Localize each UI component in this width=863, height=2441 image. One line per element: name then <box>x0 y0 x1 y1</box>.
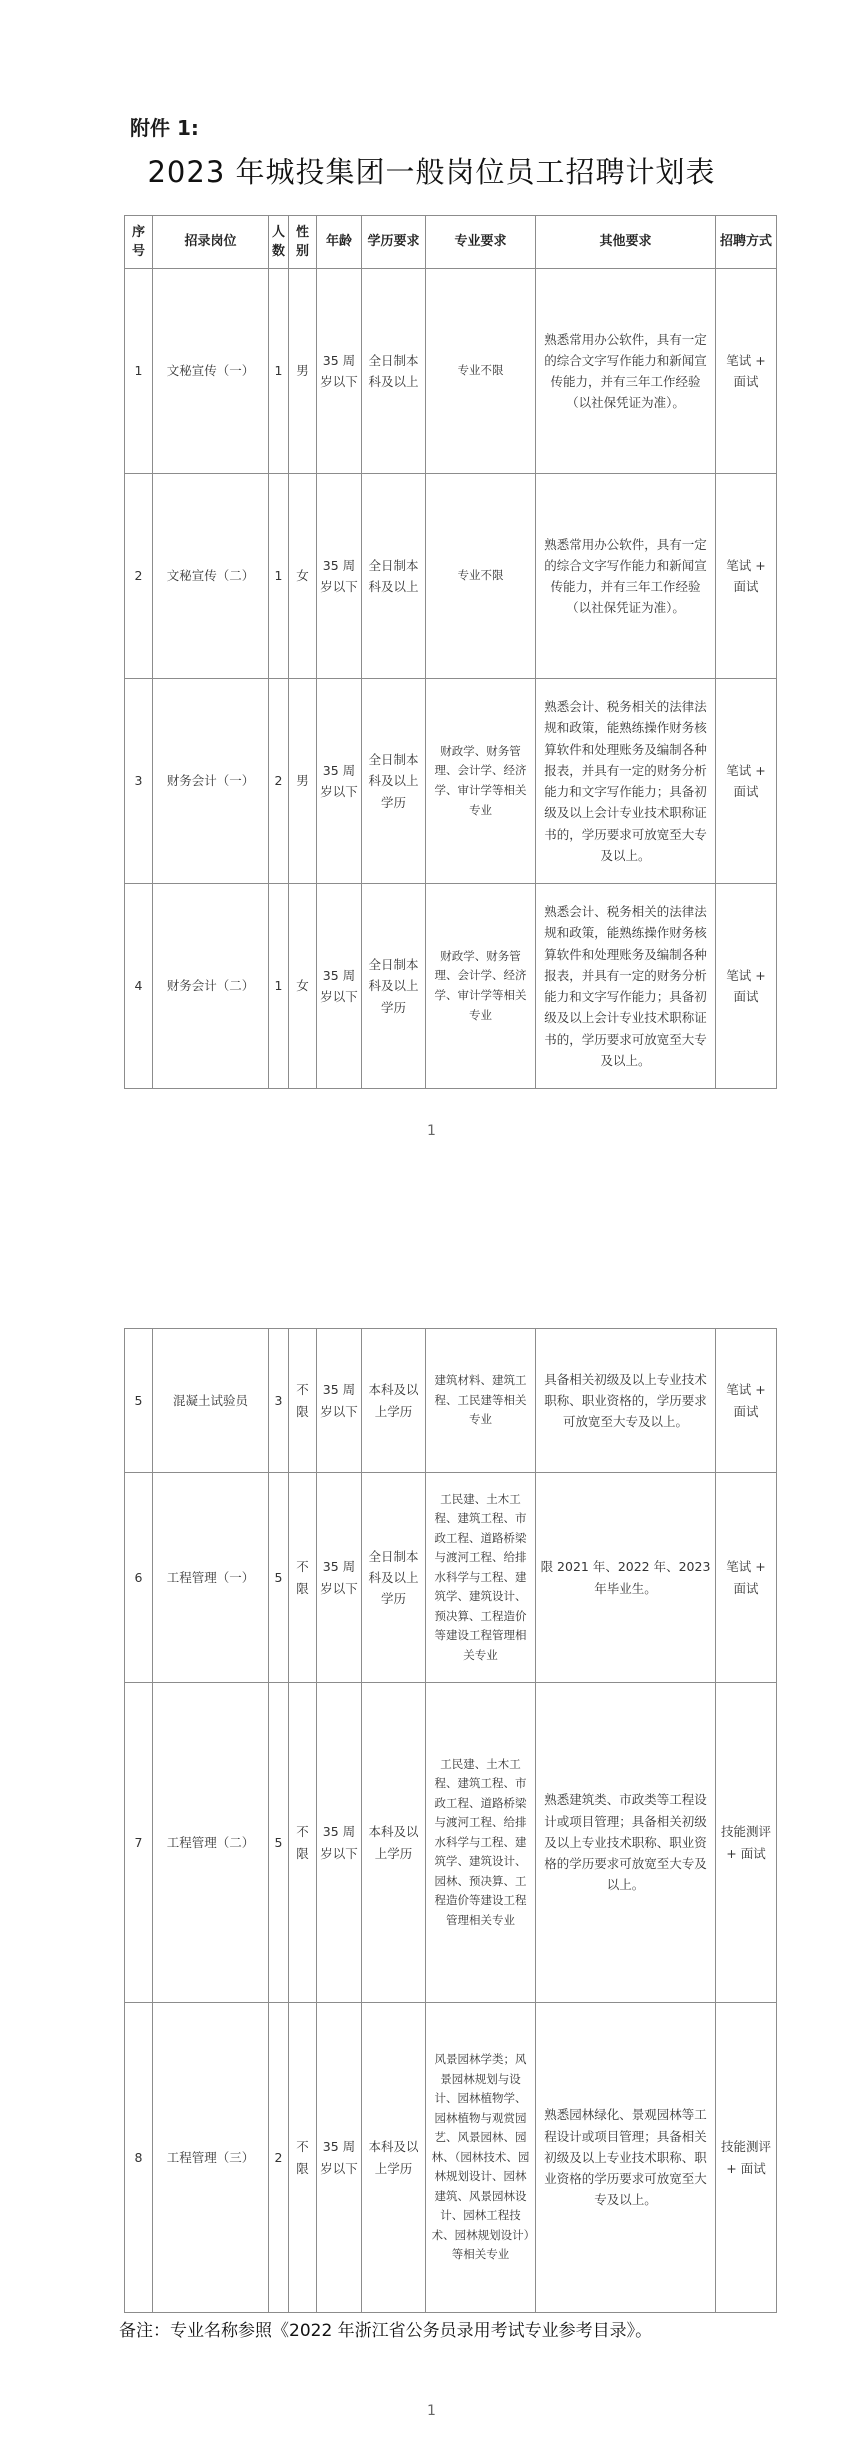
cell-no: 1 <box>125 269 153 474</box>
cell-no: 5 <box>125 1329 153 1473</box>
table-row <box>125 1473 777 1683</box>
table-header-row <box>125 216 777 269</box>
page-number: 1 <box>427 2403 436 2419</box>
cell-no: 6 <box>125 1473 153 1683</box>
cell-age: 35 周岁以下 <box>317 679 362 884</box>
cell-count: 5 <box>269 1683 289 2003</box>
cell-gender: 不限 <box>289 1329 317 1473</box>
header-gender: 性别 <box>289 216 317 269</box>
cell-position: 文秘宣传（二） <box>153 474 269 679</box>
cell-count: 1 <box>269 269 289 474</box>
recruitment-table-page2 <box>124 1328 777 2313</box>
page-number: 1 <box>427 1123 436 1139</box>
cell-other: 熟悉会计、税务相关的法律法规和政策，能熟练操作财务核算软件和处理账务及编制各种报表，并具有一定的财务分析能力和文字写作能力；具备初级及以上会计专业技术职称证书的，学历要求可放宽至大专及以上。 <box>536 679 716 884</box>
cell-age: 35 周岁以下 <box>317 884 362 1089</box>
header-no: 序号 <box>125 216 153 269</box>
header-method: 招聘方式 <box>716 216 777 269</box>
cell-other: 限 2021 年、2022 年、2023 年毕业生。 <box>536 1473 716 1683</box>
cell-method: 笔试 + 面试 <box>716 1473 777 1683</box>
cell-position: 财务会计（二） <box>153 884 269 1089</box>
cell-gender: 不限 <box>289 1683 317 2003</box>
cell-position: 混凝土试验员 <box>153 1329 269 1473</box>
cell-other: 熟悉常用办公软件，具有一定的综合文字写作能力和新闻宣传能力，并有三年工作经验（以社保凭证为准）。 <box>536 474 716 679</box>
cell-position: 文秘宣传（一） <box>153 269 269 474</box>
cell-education: 全日制本科及以上学历 <box>362 679 426 884</box>
cell-age: 35 周岁以下 <box>317 1473 362 1683</box>
cell-position: 财务会计（一） <box>153 679 269 884</box>
header-education: 学历要求 <box>362 216 426 269</box>
table-row <box>125 269 777 474</box>
cell-other: 具备相关初级及以上专业技术职称、职业资格的，学历要求可放宽至大专及以上。 <box>536 1329 716 1473</box>
cell-position: 工程管理（三） <box>153 2003 269 2313</box>
cell-no: 3 <box>125 679 153 884</box>
cell-major: 建筑材料、建筑工程、工民建等相关专业 <box>426 1329 536 1473</box>
cell-major: 工民建、土木工程、建筑工程、市政工程、道路桥梁与渡河工程、给排水科学与工程、建筑学、建筑设计、预决算、工程造价等建设工程管理相关专业 <box>426 1473 536 1683</box>
cell-no: 7 <box>125 1683 153 2003</box>
cell-count: 3 <box>269 1329 289 1473</box>
table-row <box>125 679 777 884</box>
cell-count: 1 <box>269 884 289 1089</box>
cell-education: 全日制本科及以上 <box>362 269 426 474</box>
cell-other: 熟悉园林绿化、景观园林等工程设计或项目管理；具备相关初级及以上专业技术职称、职业资格的学历要求可放宽至大专及以上。 <box>536 2003 716 2313</box>
cell-gender: 男 <box>289 269 317 474</box>
cell-education: 本科及以上学历 <box>362 1329 426 1473</box>
cell-age: 35 周岁以下 <box>317 1683 362 2003</box>
cell-major: 专业不限 <box>426 474 536 679</box>
table-row <box>125 884 777 1089</box>
cell-method: 笔试 + 面试 <box>716 474 777 679</box>
header-count: 人数 <box>269 216 289 269</box>
attachment-label: 附件 1: <box>130 116 199 140</box>
cell-major: 专业不限 <box>426 269 536 474</box>
cell-method: 技能测评 + 面试 <box>716 2003 777 2313</box>
cell-age: 35 周岁以下 <box>317 1329 362 1473</box>
cell-other: 熟悉常用办公软件，具有一定的综合文字写作能力和新闻宣传能力，并有三年工作经验（以社保凭证为准）。 <box>536 269 716 474</box>
cell-method: 笔试 + 面试 <box>716 269 777 474</box>
cell-method: 笔试 + 面试 <box>716 679 777 884</box>
cell-age: 35 周岁以下 <box>317 474 362 679</box>
cell-major: 工民建、土木工程、建筑工程、市政工程、道路桥梁与渡河工程、给排水科学与工程、建筑学、建筑设计、园林、预决算、工程造价等建设工程管理相关专业 <box>426 1683 536 2003</box>
cell-method: 笔试 + 面试 <box>716 884 777 1089</box>
cell-count: 5 <box>269 1473 289 1683</box>
cell-education: 全日制本科及以上学历 <box>362 1473 426 1683</box>
footnote: 备注：专业名称参照《2022 年浙江省公务员录用考试专业参考目录》。 <box>119 2321 653 2341</box>
cell-major: 财政学、财务管理、会计学、经济学、审计学等相关专业 <box>426 679 536 884</box>
header-major: 专业要求 <box>426 216 536 269</box>
cell-other: 熟悉建筑类、市政类等工程设计或项目管理；具备相关初级及以上专业技术职称、职业资格的学历要求可放宽至大专及以上。 <box>536 1683 716 2003</box>
cell-other: 熟悉会计、税务相关的法律法规和政策，能熟练操作财务核算软件和处理账务及编制各种报表，并具有一定的财务分析能力和文字写作能力；具备初级及以上会计专业技术职称证书的，学历要求可放宽至大专及以上。 <box>536 884 716 1089</box>
header-other: 其他要求 <box>536 216 716 269</box>
cell-gender: 男 <box>289 679 317 884</box>
cell-major: 财政学、财务管理、会计学、经济学、审计学等相关专业 <box>426 884 536 1089</box>
cell-position: 工程管理（一） <box>153 1473 269 1683</box>
cell-gender: 女 <box>289 474 317 679</box>
cell-count: 1 <box>269 474 289 679</box>
recruitment-table-page1 <box>124 215 777 1089</box>
cell-no: 2 <box>125 474 153 679</box>
page-title: 2023 年城投集团一般岗位员工招聘计划表 <box>147 155 716 189</box>
cell-education: 全日制本科及以上 <box>362 474 426 679</box>
cell-gender: 不限 <box>289 2003 317 2313</box>
header-age: 年龄 <box>317 216 362 269</box>
table-row <box>125 474 777 679</box>
cell-education: 本科及以上学历 <box>362 1683 426 2003</box>
cell-no: 8 <box>125 2003 153 2313</box>
cell-age: 35 周岁以下 <box>317 2003 362 2313</box>
cell-gender: 不限 <box>289 1473 317 1683</box>
cell-method: 技能测评 + 面试 <box>716 1683 777 2003</box>
cell-count: 2 <box>269 2003 289 2313</box>
cell-major: 风景园林学类；风景园林规划与设计、园林植物学、园林植物与观赏园艺、风景园林、园林、（园林技术、园林规划设计、园林建筑、风景园林设计、园林工程技术、园林规划设计）等相关专业 <box>426 2003 536 2313</box>
cell-education: 本科及以上学历 <box>362 2003 426 2313</box>
cell-method: 笔试 + 面试 <box>716 1329 777 1473</box>
cell-position: 工程管理（二） <box>153 1683 269 2003</box>
cell-count: 2 <box>269 679 289 884</box>
cell-gender: 女 <box>289 884 317 1089</box>
header-position: 招录岗位 <box>153 216 269 269</box>
table-row <box>125 2003 777 2313</box>
table-row <box>125 1683 777 2003</box>
cell-age: 35 周岁以下 <box>317 269 362 474</box>
table-row <box>125 1329 777 1473</box>
cell-no: 4 <box>125 884 153 1089</box>
cell-education: 全日制本科及以上学历 <box>362 884 426 1089</box>
